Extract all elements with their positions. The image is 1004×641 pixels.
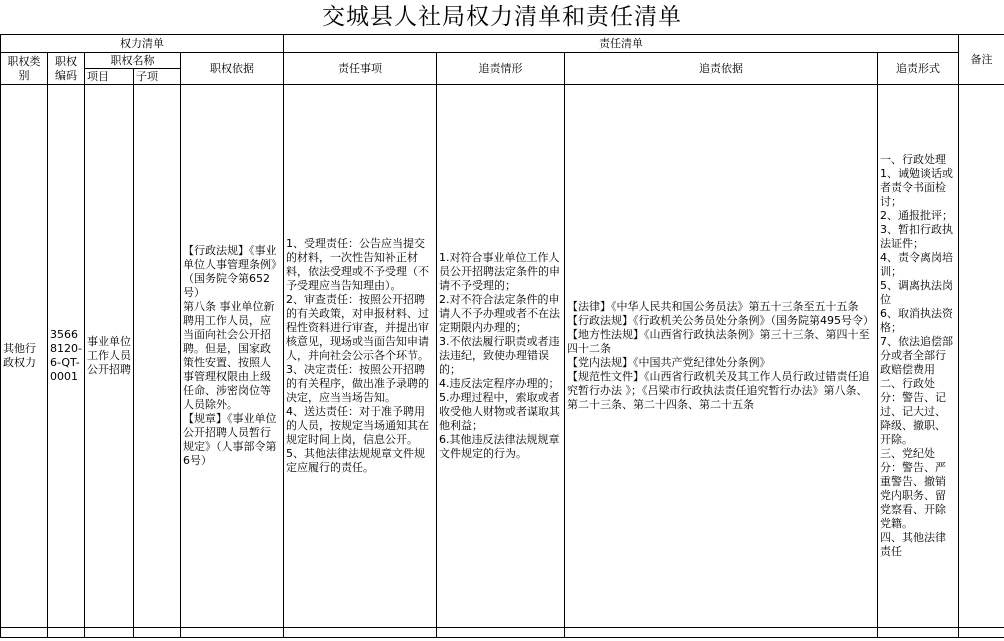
- code-header: 职权编码: [48, 53, 85, 85]
- spill-cell: [565, 628, 878, 638]
- spill-cell: [878, 628, 959, 638]
- responsibility-list-header: 责任清单: [284, 35, 959, 53]
- spill-cell: [48, 628, 85, 638]
- basis-cell: 【行政法规】《事业单位人事管理条例》（国务院令第652号） 第八条 事业单位新聘用工作人员，应当面向社会公开招聘。但是，国家政策性安置、按照人事管理权限由上级任命、涉密岗位等人员除外。 【规章】《事业单位公开招聘人员暂行规定》（人事部令第6号）: [181, 85, 284, 628]
- basis-header: 职权依据: [181, 53, 284, 85]
- duties-cell: 1、受理责任：公告应当提交的材料，一次性告知补正材料，依法受理或不予受理（不予受理应当告知理由）。 2、审查责任：按照公开招聘的有关政策，对申报材料、过程性资料进行审查，并提出审核意见，现场或当面告知申请人，并向社会公示各个环节。 3、决定责任：按照公开招聘的有关程序，做出准予录聘的决定，应当当场告知。 4、送达责任：对于准予聘用的人员，按规定当场通知其在规定时间上岗，信息公开。 5、其他法律法规规章文件规定应履行的责任。: [284, 85, 437, 628]
- accountability-forms-header: 追责形式: [878, 53, 959, 85]
- power-responsibility-table: [0, 34, 1004, 638]
- item-cell: 事业单位工作人员公开招聘: [85, 85, 134, 628]
- spill-cell: [959, 628, 1004, 638]
- spill-cell: [134, 628, 181, 638]
- accountability-cases-cell: 1.对符合事业单位工作人员公开招聘法定条件的申请不予受理的； 2.对不符合法定条件的申请人不予办理或者不在法定期限内办理的； 3.不依法履行职责或者违法违纪，致使办理错误的； 4.违反法定程序办理的； 5.办理过程中，索取或者收受他人财物或者谋取其他利益； 6.其他违反法律法规规章文件规定的行为。: [437, 85, 565, 628]
- subitem-cell: [134, 85, 181, 628]
- remarks-cell: [959, 85, 1004, 628]
- accountability-basis-cell: 【法律】《中华人民共和国公务员法》第五十三条至五十五条 【行政法规】《行政机关公务员处分条例》（国务院第495号令） 【地方性法规】《山西省行政执法条例》第三十三条、第四十至四十二条 【党内法规】《中国共产党纪律处分条例》 【规范性文件】《山西省行政机关及其工作人员行政过错责任追究暂行办法 》；《吕梁市行政执法责任追究暂行办法》第八条、第二十三条、第二十四条、第二十五条: [565, 85, 878, 628]
- page-title: 交城县人社局权力清单和责任清单: [322, 4, 682, 30]
- accountability-basis-header: 追责依据: [565, 53, 878, 85]
- name-header: 职权名称: [85, 53, 181, 69]
- accountability-forms-cell: 一、行政处理 1、诫勉谈话或者责令书面检讨； 2、通报批评； 3、暂扣行政执法证件； 4、责令离岗培训； 5、调离执法岗位 6、取消执法资格； 7、依法追偿部分或者全部行政赔偿费用 二、行政处分：警告、记过、记大过、降级、撤职、开除。 三、党纪处分：警告、严重警告、撤销党内职务、留党察看、开除党籍。 四、其他法律责任: [878, 85, 959, 628]
- code-cell: 35668120-6-QT-0001: [48, 85, 85, 628]
- spill-cell: [181, 628, 284, 638]
- spill-cell: [284, 628, 437, 638]
- spill-cell: [1, 628, 48, 638]
- remarks-header: 备注: [959, 35, 1004, 85]
- subitem-header: 子项: [134, 69, 181, 85]
- spill-cell: [85, 628, 134, 638]
- power-list-header: 权力清单: [1, 35, 284, 53]
- category-header: 职权类别: [1, 53, 48, 85]
- duties-header: 责任事项: [284, 53, 437, 85]
- accountability-cases-header: 追责情形: [437, 53, 565, 85]
- category-cell: 其他行政权力: [1, 85, 48, 628]
- spill-cell: [437, 628, 565, 638]
- item-header: 项目: [85, 69, 134, 85]
